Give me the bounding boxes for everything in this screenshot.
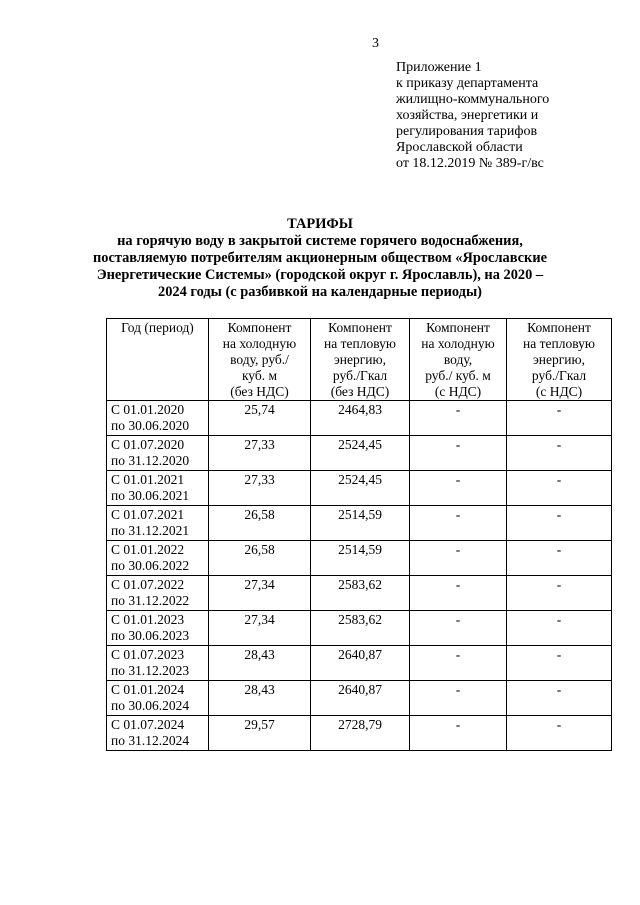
title-line: Энергетические Системы» (городской округ г. Ярославль), на 2020 –	[96, 267, 544, 283]
title-line: на горячую воду в закрытой системе горячего водоснабжения,	[117, 233, 523, 249]
column-header-line: руб./Гкал	[332, 368, 388, 383]
page-number: 3	[372, 36, 379, 51]
appendix-line: Приложение 1	[396, 60, 482, 75]
cold-no-vat-cell: 27,34	[209, 611, 311, 646]
heat-no-vat-cell: 2583,62	[311, 576, 410, 611]
table-row	[107, 436, 612, 471]
period-cell	[107, 576, 209, 611]
heat-vat-cell: -	[507, 471, 612, 506]
cold-no-vat-cell: 28,43	[209, 646, 311, 681]
column-header-line: куб. м	[241, 368, 278, 383]
cold-vat-cell: -	[410, 716, 507, 751]
table-row	[107, 681, 612, 716]
period-to: по 30.06.2024	[111, 698, 190, 713]
period-to: по 31.12.2021	[111, 523, 190, 538]
period-cell	[107, 681, 209, 716]
period-to: по 30.06.2022	[111, 558, 190, 573]
cold-no-vat-cell: 27,33	[209, 436, 311, 471]
cold-vat-cell: -	[410, 541, 507, 576]
cold-no-vat-cell: 27,33	[209, 471, 311, 506]
title-heading: ТАРИФЫ	[287, 216, 353, 232]
heat-vat-cell: -	[507, 576, 612, 611]
cold-vat-cell: -	[410, 646, 507, 681]
column-header-line: на тепловую	[324, 336, 396, 351]
period-from: С 01.01.2020	[111, 402, 185, 417]
column-header	[507, 319, 612, 401]
period-to: по 31.12.2020	[111, 453, 190, 468]
title-line: 2024 годы (с разбивкой на календарные периоды)	[158, 284, 482, 300]
cold-vat-cell: -	[410, 576, 507, 611]
column-header	[410, 319, 507, 401]
appendix-line: хозяйства, энергетики и	[396, 108, 539, 123]
heat-no-vat-cell: 2524,45	[311, 471, 410, 506]
heat-vat-cell: -	[507, 611, 612, 646]
heat-vat-cell: -	[507, 716, 612, 751]
period-cell	[107, 471, 209, 506]
table-row	[107, 541, 612, 576]
table-header-row	[107, 319, 612, 401]
heat-no-vat-cell: 2524,45	[311, 436, 410, 471]
cold-vat-cell: -	[410, 506, 507, 541]
heat-vat-cell: -	[507, 681, 612, 716]
appendix-line: от 18.12.2019 № 389-г/вс	[396, 156, 544, 171]
period-to: по 30.06.2021	[111, 488, 190, 503]
column-header	[311, 319, 410, 401]
appendix-block	[396, 60, 626, 172]
heat-vat-cell: -	[507, 646, 612, 681]
column-header-line: Компонент	[426, 320, 490, 335]
cold-no-vat-cell: 26,58	[209, 506, 311, 541]
period-cell	[107, 401, 209, 436]
cold-vat-cell: -	[410, 471, 507, 506]
table-row	[107, 611, 612, 646]
period-from: С 01.01.2023	[111, 612, 185, 627]
column-header	[209, 319, 311, 401]
table-row	[107, 471, 612, 506]
appendix-line: к приказу департамента	[396, 76, 539, 91]
period-from: С 01.01.2021	[111, 472, 185, 487]
heat-no-vat-cell: 2640,87	[311, 646, 410, 681]
period-cell	[107, 541, 209, 576]
column-header-line: энергию,	[334, 352, 386, 367]
cold-vat-cell: -	[410, 681, 507, 716]
period-from: С 01.07.2021	[111, 507, 185, 522]
column-header-line: энергию,	[533, 352, 585, 367]
appendix-line: жилищно-коммунального	[396, 92, 550, 107]
column-header-line: (с НДС)	[535, 384, 583, 399]
period-to: по 31.12.2022	[111, 593, 190, 608]
title-line: поставляемую потребителям акционерным обществом «Ярославские	[92, 250, 548, 266]
table-body	[107, 401, 612, 751]
column-header-line: (с НДС)	[434, 384, 482, 399]
column-header-line: на холодную	[421, 336, 495, 351]
heat-no-vat-cell: 2728,79	[311, 716, 410, 751]
period-cell	[107, 646, 209, 681]
period-to: по 30.06.2023	[111, 628, 190, 643]
column-header-line: (без НДС)	[330, 384, 390, 399]
column-header-line: на холодную	[222, 336, 297, 351]
column-header-line: Год (период)	[121, 320, 194, 335]
period-cell	[107, 436, 209, 471]
period-cell	[107, 506, 209, 541]
column-header-line: воду, руб./	[230, 352, 289, 367]
heat-vat-cell: -	[507, 541, 612, 576]
heat-vat-cell: -	[507, 436, 612, 471]
appendix-line: регулирования тарифов	[396, 124, 538, 139]
heat-no-vat-cell: 2464,83	[311, 401, 410, 436]
table-row	[107, 401, 612, 436]
period-from: С 01.07.2022	[111, 577, 185, 592]
table-row	[107, 646, 612, 681]
tariffs-table	[106, 318, 612, 751]
heat-vat-cell: -	[507, 506, 612, 541]
cold-no-vat-cell: 29,57	[209, 716, 311, 751]
column-header	[107, 319, 209, 401]
cold-no-vat-cell: 27,34	[209, 576, 311, 611]
column-header-line: руб./Гкал	[531, 368, 587, 383]
column-header-line: воду,	[443, 352, 473, 367]
period-to: по 30.06.2020	[111, 418, 190, 433]
table-row	[107, 506, 612, 541]
column-header-line: на тепловую	[523, 336, 595, 351]
cold-vat-cell: -	[410, 401, 507, 436]
appendix-line: Ярославской области	[396, 140, 523, 155]
column-header-line: Компонент	[527, 320, 591, 335]
period-from: С 01.07.2024	[111, 717, 185, 732]
column-header-line: руб./ куб. м	[425, 368, 491, 383]
period-cell	[107, 716, 209, 751]
heat-no-vat-cell: 2640,87	[311, 681, 410, 716]
table-row	[107, 716, 612, 751]
cold-no-vat-cell: 26,58	[209, 541, 311, 576]
heat-no-vat-cell: 2514,59	[311, 506, 410, 541]
heat-no-vat-cell: 2583,62	[311, 611, 410, 646]
period-from: С 01.07.2023	[111, 647, 185, 662]
column-header-line: Компонент	[328, 320, 392, 335]
period-cell	[107, 611, 209, 646]
period-to: по 31.12.2024	[111, 733, 190, 748]
heat-no-vat-cell: 2514,59	[311, 541, 410, 576]
cold-vat-cell: -	[410, 436, 507, 471]
column-header-line: (без НДС)	[230, 384, 289, 399]
document-title	[0, 216, 640, 301]
table-row	[107, 576, 612, 611]
period-from: С 01.01.2024	[111, 682, 185, 697]
period-from: С 01.07.2020	[111, 437, 185, 452]
heat-vat-cell: -	[507, 401, 612, 436]
cold-no-vat-cell: 28,43	[209, 681, 311, 716]
column-header-line: Компонент	[227, 320, 292, 335]
cold-no-vat-cell: 25,74	[209, 401, 311, 436]
period-from: С 01.01.2022	[111, 542, 185, 557]
cold-vat-cell: -	[410, 611, 507, 646]
period-to: по 31.12.2023	[111, 663, 190, 678]
